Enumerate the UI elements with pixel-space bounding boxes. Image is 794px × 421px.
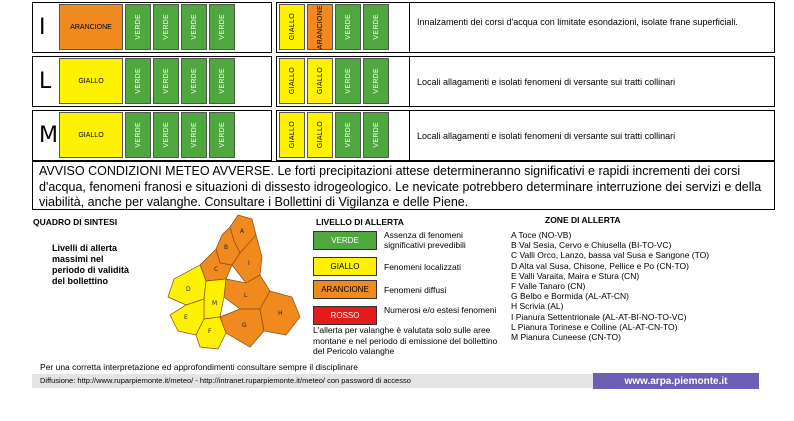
level-cell [153, 58, 179, 104]
level-cell-label: VERDE [372, 68, 380, 94]
level-cell-label: VERDE [134, 68, 142, 94]
zone-title: ZONE DI ALLERTA [545, 215, 621, 225]
row-right-box [276, 56, 775, 107]
level-cell-label: VERDE [162, 122, 170, 148]
level-cell-label: GIALLO [78, 77, 104, 85]
level-cell-label: VERDE [218, 122, 226, 148]
map-letter-c: C [214, 266, 219, 273]
level-cell-label: GIALLO [288, 13, 296, 41]
legend-swatch-green [313, 231, 377, 250]
level-cell [125, 112, 151, 158]
legend-label: ARANCIONE [321, 285, 369, 294]
level-cell [181, 4, 207, 50]
level-cell [59, 58, 123, 104]
level-cell [307, 112, 333, 158]
level-cell-label: VERDE [344, 122, 352, 148]
row-left-box [32, 110, 272, 161]
map-letter-l: L [244, 292, 248, 299]
map-letter-d: D [186, 286, 191, 293]
level-cell-label: GIALLO [316, 121, 324, 149]
level-cell-label: VERDE [134, 14, 142, 40]
level-cell [307, 4, 333, 50]
level-cell-label: GIALLO [288, 121, 296, 149]
level-cell [363, 58, 389, 104]
level-cell [279, 58, 305, 104]
zone-item: D Alta val Susa, Chisone, Pellice e Po (CN-TO) [511, 260, 689, 271]
piemonte-map [160, 213, 310, 361]
level-cell-label: VERDE [218, 68, 226, 94]
zone-item: E Valli Varaita, Maira e Stura (CN) [511, 270, 640, 281]
level-cell [307, 58, 333, 104]
level-cell-label: VERDE [344, 14, 352, 40]
level-cell [181, 58, 207, 104]
row-description: Innalzamenti dei corsi d'acqua con limitate esondazioni, isolate frane superficiali. [417, 17, 738, 27]
level-cell-label: GIALLO [288, 67, 296, 95]
level-cell-label: VERDE [372, 122, 380, 148]
livello-title: LIVELLO DI ALLERTA [316, 217, 404, 227]
avviso-text: AVVISO CONDIZIONI METEO AVVERSE. Le forti precipitazioni attese determineranno significativi e rapidi incrementi dei corsi d'acqua, fenomeni franosi e situazioni di dissesto idrogeologico. Le nevicate potrebbero determinare interruzione dei servizi e della viabilità, anche per valanghe. Consultare i Bollettini di Vigilanza e delle Piene. [39, 164, 762, 209]
map-letter-a: A [240, 228, 245, 235]
zone-item: B Val Sesia, Cervo e Chiusella (BI-TO-VC) [511, 240, 672, 251]
level-cell [125, 58, 151, 104]
quadro-caption: Livelli di allerta massimi nel periodo di validità del bollettino [52, 243, 130, 286]
level-cell-label: VERDE [190, 68, 198, 94]
level-cell-label: VERDE [344, 68, 352, 94]
row-letter: L [39, 69, 52, 94]
level-cell [125, 4, 151, 50]
level-cell-label: GIALLO [78, 131, 104, 139]
level-cell-label: VERDE [162, 14, 170, 40]
zone-item: C Valli Orco, Lanzo, bassa val Susa e Sangone (TO) [511, 250, 710, 261]
level-cell [181, 112, 207, 158]
zone-list [511, 230, 709, 342]
legend-swatch-orange [313, 280, 377, 299]
row-separator [409, 3, 410, 52]
zone-item: I Pianura Settentrionale (AL-AT-BI-NO-TO-VC) [511, 311, 687, 322]
level-cell-label: VERDE [190, 14, 198, 40]
map-zone-d [168, 265, 206, 305]
livello-note: L'allerta per valanghe è valutata solo sulle aree montane e nel periodo di emissione del bollettino del Pericolo valanghe [313, 325, 498, 356]
row-letter: M [39, 123, 58, 148]
row-letter: I [39, 15, 46, 40]
row-description: Locali allagamenti e isolati fenomeni di versante sui tratti collinari [417, 131, 676, 141]
level-cell [209, 58, 235, 104]
level-cell [279, 4, 305, 50]
zone-item: A Toce (NO-VB) [511, 230, 572, 240]
map-letter-m: M [212, 300, 218, 307]
level-cell-label: ARANCIONE [316, 4, 324, 50]
row-separator [409, 111, 410, 160]
map-letter-g: G [242, 322, 247, 329]
footer-note: Per una corretta interpretazione ed approfondimenti consultare sempre il disciplinare [40, 362, 358, 372]
level-cell-label: VERDE [190, 122, 198, 148]
map-letter-b: B [224, 244, 229, 251]
legend-label: VERDE [331, 236, 359, 245]
level-cell-label: GIALLO [316, 67, 324, 95]
level-cell [363, 112, 389, 158]
map-letter-f: F [208, 328, 212, 335]
zone-item: L Pianura Torinese e Colline (AL-AT-CN-TO) [511, 321, 678, 332]
legend-description: Fenomeni diffusi [384, 285, 447, 295]
legend-swatch-red [313, 306, 377, 325]
level-cell-label: VERDE [218, 14, 226, 40]
site-link[interactable]: www.arpa.piemonte.it [624, 375, 728, 387]
map-zone-m [204, 279, 226, 319]
row-separator [409, 57, 410, 106]
level-cell [335, 58, 361, 104]
map-letter-e: E [184, 314, 188, 321]
level-cell-label: VERDE [372, 14, 380, 40]
legend-description: Fenomeni localizzati [384, 262, 462, 272]
row-left-box [32, 2, 272, 53]
map-letter-i: I [248, 260, 250, 267]
row-left-box [32, 56, 272, 107]
level-cell [335, 4, 361, 50]
quadro-title: QUADRO DI SINTESI [33, 217, 118, 227]
level-cell [153, 4, 179, 50]
zone-item: M Pianura Cuneese (CN-TO) [511, 332, 621, 343]
level-cell [153, 112, 179, 158]
level-cell-label: ARANCIONE [70, 23, 112, 31]
level-cell-label: VERDE [162, 68, 170, 94]
level-cell-label: VERDE [134, 122, 142, 148]
legend-label: ROSSO [330, 311, 360, 320]
legend-description: Assenza di fenomeni significativi prevedibili [384, 230, 466, 250]
level-cell [335, 112, 361, 158]
row-right-box [276, 110, 775, 161]
zone-item: F Valle Tanaro (CN) [511, 281, 586, 292]
diffusione-text: Diffusione: http://www.ruparpiemonte.it/meteo/ - http://intranet.ruparpiemonte.it/meteo/ con password di accesso [40, 376, 411, 385]
level-cell [279, 112, 305, 158]
site-banner[interactable] [593, 373, 759, 389]
level-cell [209, 4, 235, 50]
row-right-box [276, 2, 775, 53]
zone-item: G Belbo e Bormida (AL-AT-CN) [511, 291, 629, 302]
zone-item: H Scrivia (AL) [511, 301, 564, 312]
level-cell [363, 4, 389, 50]
map-letter-h: H [278, 310, 283, 317]
avviso-box [32, 161, 775, 210]
row-description: Locali allagamenti e isolati fenomeni di versante sui tratti collinari [417, 77, 676, 87]
legend-label: GIALLO [330, 262, 360, 271]
legend-description: Numerosi e/o estesi fenomeni [384, 305, 497, 315]
level-cell [209, 112, 235, 158]
level-cell [59, 4, 123, 50]
level-cell [59, 112, 123, 158]
legend-swatch-yellow [313, 257, 377, 276]
